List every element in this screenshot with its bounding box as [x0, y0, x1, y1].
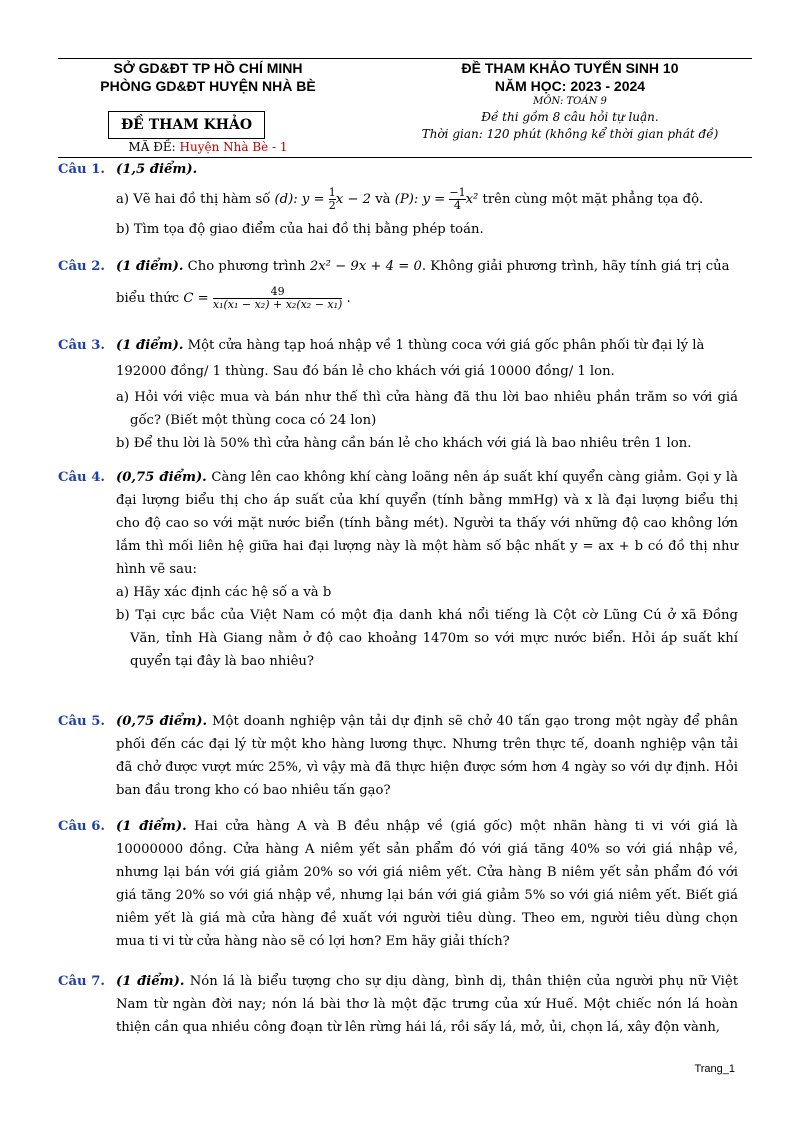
math: (d): y =	[274, 192, 329, 207]
exam-note: Đề thi gồm 8 câu hỏi tự luận.	[481, 110, 659, 124]
exam-code-value: Huyện Nhà Bè - 1	[179, 140, 288, 154]
math: x²	[465, 192, 479, 207]
question-1a	[58, 187, 738, 212]
department-name: SỞ GD&ĐT TP HỒ CHÍ MINH	[113, 60, 303, 76]
school-year: NĂM HỌC: 2023 - 2024	[494, 78, 646, 94]
question-points: (1 điểm).	[116, 338, 184, 353]
question-label: Câu 3.	[58, 338, 105, 353]
exam-time: Thời gian: 120 phút (không kể thời gian phát đề)	[421, 127, 719, 141]
text: Nón lá là biểu tượng cho sự dịu dàng, bình dị, thân thiện của người phụ nữ Việt Nam từ ngàn đời nay; nón lá bài thơ là một đặc trưng của xứ Huế. Một chiếc nón lá hoàn thiện cần qua nhiều công đoạn từ lên rừng hái lá, rồi sấy lá, mở, ủi, chọn lá, xây độn vành,	[116, 974, 738, 1035]
question-label: Câu 1.	[58, 162, 105, 177]
equation: 2x² − 9x + 4 = 0	[309, 259, 422, 274]
question-label: Câu 4.	[58, 470, 105, 485]
fraction	[329, 187, 336, 212]
math: C =	[183, 291, 213, 306]
text: 192000 đồng/ 1 thùng. Sau đó bán lẻ cho khách với giá 10000 đồng/ 1 lon.	[116, 364, 615, 379]
question-points: (0,75 điểm).	[116, 714, 208, 729]
text: Cho phương trình	[183, 259, 310, 274]
question-4a: a) Hãy xác định các hệ số a và b	[116, 585, 332, 600]
subject: MÔN: TOÁN 9	[533, 96, 607, 107]
math: x − 2	[335, 192, 372, 207]
fraction	[449, 187, 465, 212]
exam-type-box: ĐỀ THAM KHẢO	[108, 111, 265, 139]
question-label: Câu 5.	[58, 714, 105, 729]
text: . Không giải phương trình, hãy tính giá trị của	[421, 259, 730, 274]
question-points: (1 điểm).	[116, 259, 184, 274]
text: a) Vẽ hai đồ thị hàm số	[116, 192, 275, 207]
office-name: PHÒNG GD&ĐT HUYỆN NHÀ BÈ	[100, 78, 316, 94]
text: Càng lên cao không khí càng loãng nên áp suất khí quyển càng giảm. Gọi y là đại lượng biểu thị cho áp suất của khí quyển (tính bằng mmHg) và x là đại lượng biểu thị cho độ cao so với mặt nước biển (tính bằng mét). Người ta thấy với những độ cao không lớn lắm thì mối liên hệ giữa hai đại lượng này là một hàm số bậc nhất y = ax + b có đồ thị như hình vẽ sau:	[116, 470, 739, 577]
text: và	[371, 192, 395, 207]
exam-code-label: MÃ ĐỀ:	[128, 140, 180, 154]
question-2	[58, 255, 738, 311]
header-right	[388, 59, 752, 143]
question-3b: b) Để thu lời là 50% thì cửa hàng cần bán lẻ cho khách với giá là bao nhiêu trên 1 lon.	[116, 436, 692, 451]
question-points: (1 điểm).	[116, 974, 185, 989]
question-7	[58, 970, 738, 1039]
denominator: x₁(x₁ − x₂) + x₂(x₂ − x₁)	[212, 298, 343, 311]
expression-line	[58, 286, 738, 311]
question-label: Câu 2.	[58, 259, 105, 274]
question-1b: b) Tìm tọa độ giao điểm của hai đồ thị bằng phép toán.	[116, 222, 484, 237]
denominator: 2	[328, 199, 336, 212]
numerator: 1	[328, 186, 336, 199]
denominator: 4	[449, 199, 465, 212]
question-points: (1 điểm).	[116, 819, 187, 834]
exam-code	[88, 139, 328, 155]
exam-title: ĐỀ THAM KHẢO TUYỂN SINH 10	[461, 60, 679, 76]
question-3	[58, 334, 738, 455]
question-5	[58, 710, 738, 802]
text: biểu thức	[116, 291, 184, 306]
question-6	[58, 815, 738, 953]
page-number: Trang_1	[694, 1063, 735, 1075]
text: Một cửa hàng tạp hoá nhập về 1 thùng coca với giá gốc phân phối từ đại lý là	[183, 338, 705, 353]
text: trên cùng một mặt phẳng tọa độ.	[478, 192, 704, 207]
question-points: (0,75 điểm).	[116, 470, 207, 485]
text: Một doanh nghiệp vận tải dự định sẽ chở 40 tấn gạo trong một ngày để phân phối đến các đại lý từ một kho hàng lương thực. Nhưng trên thực tế, doanh nghiệp vận tải đã chở được vượt mức 25%, vì vậy mà đã thực hiện được sớm hơn 4 ngày so với dự định. Hỏi ban đầu trong kho có bao nhiêu tấn gạo?	[116, 714, 739, 798]
question-label: Câu 6.	[58, 819, 105, 834]
document-header	[58, 58, 752, 158]
numerator: 49	[270, 285, 285, 298]
header-left	[58, 59, 358, 95]
numerator: −1	[449, 186, 466, 199]
question-1	[58, 158, 738, 241]
text: Hai cửa hàng A và B đều nhập về (giá gốc) một nhãn hàng ti vi với giá là 10000000 đồng. Cửa hàng A niêm yết sản phẩm đó với giá tăng 40% so với giá nhập về, nhưng lại bán với giá giảm 20% so với giá niêm yết. Cửa hàng B niêm yết sản phẩm đó với giá tăng 20% so với giá nhập về, nhưng lại bán với giá giảm 5% so với giá niêm yết. Biết giá niêm yết là giá mà cửa hàng đề xuất với người tiêu dùng. Theo em, người tiêu dùng chọn mua ti vi từ cửa hàng nào sẽ có lợi hơn? Em hãy giải thích?	[116, 819, 738, 949]
question-label: Câu 7.	[58, 974, 105, 989]
text: .	[342, 291, 351, 306]
math: (P): y =	[394, 192, 450, 207]
question-4	[58, 466, 738, 673]
question-points: (1,5 điểm).	[116, 162, 198, 177]
fraction	[213, 286, 342, 311]
question-4b: b) Tại cực bắc của Việt Nam có một địa danh khá nổi tiếng là Cột cờ Lũng Cú ở xã Đồng Văn, tỉnh Hà Giang nằm ở độ cao khoảng 1470m so với mực nước biển. Hỏi áp suất khí quyển tại đây là bao nhiêu?	[116, 608, 738, 669]
question-3a: a) Hỏi với việc mua và bán như thế thì cửa hàng đã thu lời bao nhiêu phần trăm so với giá gốc? (Biết một thùng coca có 24 lon)	[116, 390, 738, 428]
